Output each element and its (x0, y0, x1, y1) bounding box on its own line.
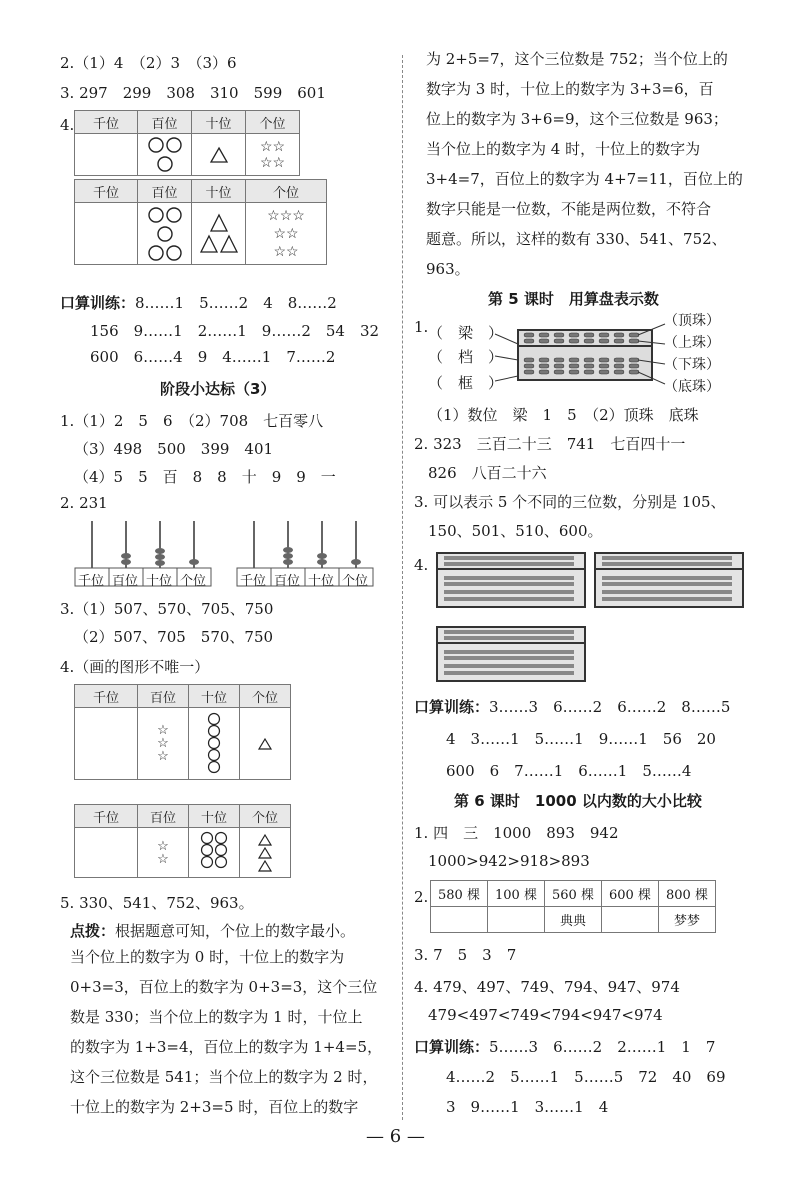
th-ones: 个位 (246, 111, 300, 134)
l6-q3: 3. 7 5 3 7 (414, 946, 517, 964)
abacus-label-lower-bead: （下珠） (664, 357, 720, 373)
cell-tens (192, 134, 246, 176)
stage-q2: 2. 231 (60, 494, 108, 512)
th-hundreds: 百位 (138, 111, 192, 134)
mental-math2-line2: 4……2 5……1 5……5 72 40 69 (446, 1068, 726, 1086)
th-hundreds: 百位 (138, 685, 189, 708)
cell-ones (246, 134, 300, 176)
cell-hundreds (138, 828, 189, 878)
circles-icon (206, 712, 222, 776)
th-ones: 个位 (240, 685, 291, 708)
abacus-answer-3 (436, 626, 586, 682)
mental-math-line2: 156 9……1 2……1 9……2 54 32 (90, 322, 380, 340)
left-q3: 3. 297 299 308 310 599 601 (60, 84, 326, 102)
abacus-label-frame: （ 框 ） (428, 374, 504, 392)
triangle-icon (209, 145, 229, 165)
section-title: 阶段小达标（3） (160, 380, 276, 398)
abacus-label: 百位 (112, 574, 139, 589)
cell-thousands (75, 828, 138, 878)
stage-q4: 4.（画的图形不唯一） (60, 658, 210, 676)
tree-count-table (430, 880, 716, 933)
abacus-label: 个位 (180, 574, 207, 589)
th-thousands: 千位 (75, 111, 138, 134)
th-tens: 十位 (189, 685, 240, 708)
stage-q1-line1: 1.（1）2 5 6 （2）708 七百零八 (60, 412, 324, 430)
column-divider (402, 55, 403, 1120)
th-tens: 十位 (192, 180, 246, 203)
th-thousands: 千位 (75, 805, 138, 828)
stage-q5: 5. 330、541、752、963。 (60, 894, 254, 912)
cell-thousands (75, 708, 138, 780)
mental-math2-line1: 5……3 6……2 2……1 1 7 (489, 1038, 716, 1056)
abacus-label: 十位 (308, 574, 335, 589)
cell-ones (240, 828, 291, 878)
mental-math-line3: 600 6 7……1 6……1 5……4 (446, 762, 692, 780)
hint-line: 当个位上的数字为 0 时，十位上的数字为 (70, 948, 345, 966)
triangles-icon (199, 212, 239, 256)
cell-hundreds (138, 708, 189, 780)
hint-line: 数是 330；当个位上的数字为 1 时，十位上 (70, 1008, 363, 1026)
l6-q1-line2: 1000>942>918>893 (428, 852, 590, 870)
hint-line: 十位上的数字为 2+3=5 时，百位上的数字 (70, 1098, 359, 1116)
lesson5-title: 第 5 课时 用算盘表示数 (488, 290, 659, 308)
circles-icon (145, 135, 185, 175)
cont-line: 当个位上的数字为 4 时，十位上的数字为 (426, 140, 701, 158)
abacus-label: 千位 (78, 574, 105, 589)
hint-label: 点拨： (70, 922, 116, 940)
triangles-icon (257, 833, 273, 873)
l5-q1-answer: （1）数位 梁 1 5 （2）顶珠 底珠 (428, 406, 699, 424)
tree-count: 580 棵 (431, 881, 488, 907)
cont-line: 963。 (426, 260, 470, 278)
l5-q2-line1: 2. 323 三百二十三 741 七百四十一 (414, 435, 686, 453)
cell-ones (246, 203, 327, 265)
th-hundreds: 百位 (138, 180, 192, 203)
abacus-answer-1 (436, 552, 586, 608)
cont-line: 数字为 3 时，十位上的数字为 3+3=6，百 (426, 80, 714, 98)
l6-q4-line1: 4. 479、497、749、794、947、974 (414, 978, 680, 996)
tree-count: 560 棵 (545, 881, 602, 907)
cell-tens (189, 828, 240, 878)
th-ones: 个位 (240, 805, 291, 828)
cell-tens (189, 708, 240, 780)
abacus-label-rod: （ 档 ） (428, 348, 504, 366)
hint-first-line: 根据题意可知，个位上的数字最小。 (115, 922, 356, 940)
stars-icon: ☆ ☆ ☆ (157, 723, 169, 764)
hint-paragraph (70, 942, 400, 1122)
cell-hundreds (138, 203, 192, 265)
place-value-table-1 (74, 110, 300, 176)
tree-name (488, 907, 545, 933)
hint-line: 的数字为 1+3=4，百位上的数字为 1+4=5， (70, 1038, 383, 1056)
cell-tens (192, 203, 246, 265)
l6-q1-line1: 1. 四 三 1000 893 942 (414, 824, 619, 842)
th-ones: 个位 (246, 180, 327, 203)
circles-icon (199, 831, 229, 875)
tree-name: 典典 (545, 907, 602, 933)
abacus-diagram (490, 316, 670, 396)
stage-q3-line2: （2）507、705 570、750 (74, 628, 274, 646)
tree-count: 100 棵 (488, 881, 545, 907)
tree-name (431, 907, 488, 933)
abacus-label: 十位 (146, 574, 173, 589)
abacus-label-bottom-bead: （底珠） (664, 379, 720, 395)
mental-math-label: 口算训练： (414, 698, 490, 716)
abacus-answer-2 (594, 552, 744, 608)
page-number: — 6 — (366, 1126, 425, 1147)
cell-thousands (75, 203, 138, 265)
cell-thousands (75, 134, 138, 176)
stage-q1-line2: （3）498 500 399 401 (74, 440, 274, 458)
abacus-label-top-bead: （顶珠） (664, 313, 720, 329)
lesson6-title: 第 6 课时 1000 以内数的大小比较 (454, 792, 702, 810)
mental-math-line1: 8……1 5……2 4 8……2 (135, 294, 337, 312)
abacus-label: 千位 (240, 574, 267, 589)
mental-math-label: 口算训练： (60, 294, 136, 312)
place-value-table-4 (74, 804, 291, 878)
mental-math-line3: 600 6……4 9 4……1 7……2 (90, 348, 336, 366)
mental-math-line1: 3……3 6……2 6……2 8……5 (489, 698, 731, 716)
l6-q2-number: 2. (414, 888, 429, 906)
place-value-table-3 (74, 684, 291, 780)
abacus-label: 个位 (342, 574, 369, 589)
cont-line: 位上的数字为 3+6=9，这个三位数是 963； (426, 110, 728, 128)
th-hundreds: 百位 (138, 805, 189, 828)
triangle-icon (257, 737, 273, 751)
tree-name (602, 907, 659, 933)
l5-q2-line2: 826 八百二十六 (428, 464, 547, 482)
left-q4-number: 4. (60, 116, 75, 134)
cell-hundreds (138, 134, 192, 176)
l5-q3-line1: 3. 可以表示 5 个不同的三位数，分别是 105、 (414, 493, 726, 511)
th-thousands: 千位 (75, 685, 138, 708)
th-thousands: 千位 (75, 180, 138, 203)
stage-q3-line1: 3.（1）507、570、705、750 (60, 600, 274, 618)
abacus-label-upper-bead: （上珠） (664, 335, 720, 351)
mental-math-label-2: 口算训练： (414, 1038, 490, 1056)
th-tens: 十位 (192, 111, 246, 134)
cont-line: 为 2+5=7，这个三位数是 752；当个位上的 (426, 50, 728, 68)
cell-ones (240, 708, 291, 780)
mental-math2-line3: 3 9……1 3……1 4 (446, 1098, 609, 1116)
hint-line: 这个三位数是 541；当个位上的数字为 2 时， (70, 1068, 378, 1086)
circles-icon (144, 205, 186, 263)
l5-q3-line2: 150、501、510、600。 (428, 522, 603, 540)
abacus-label: 百位 (274, 574, 301, 589)
stars-icon: ☆ ☆ (157, 838, 169, 867)
cont-line: 3+4=7，百位上的数字为 4+7=11，百位上的 (426, 170, 743, 188)
th-tens: 十位 (189, 805, 240, 828)
mental-math-line2: 4 3……1 5……1 9……1 56 20 (446, 730, 716, 748)
l6-q4-line2: 479<497<749<794<947<974 (428, 1006, 663, 1024)
stage-q1-line3: （4）5 5 百 8 8 十 9 9 一 (74, 468, 336, 486)
left-q2: 2.（1）4 （2）3 （3）6 (60, 54, 237, 72)
hint-line: 0+3=3，百位上的数字为 0+3=3，这个三位 (70, 978, 378, 996)
tree-count: 800 棵 (659, 881, 716, 907)
cont-line: 题意。所以，这样的数有 330、541、752、 (426, 230, 727, 248)
l5-q1-number: 1. (414, 318, 429, 336)
place-value-table-2 (74, 179, 327, 265)
stars-icon: ☆☆ ☆☆ (259, 138, 286, 171)
tree-count: 600 棵 (602, 881, 659, 907)
cont-line: 数字只能是一位数，不能是两位数，不符合 (426, 200, 712, 218)
l5-q4-number: 4. (414, 556, 429, 574)
tree-name: 梦梦 (659, 907, 716, 933)
abacus-label-beam: （ 梁 ） (428, 324, 504, 342)
hint-continuation (426, 44, 743, 284)
stars-icon: ☆☆☆ ☆☆ ☆☆ (267, 207, 305, 260)
